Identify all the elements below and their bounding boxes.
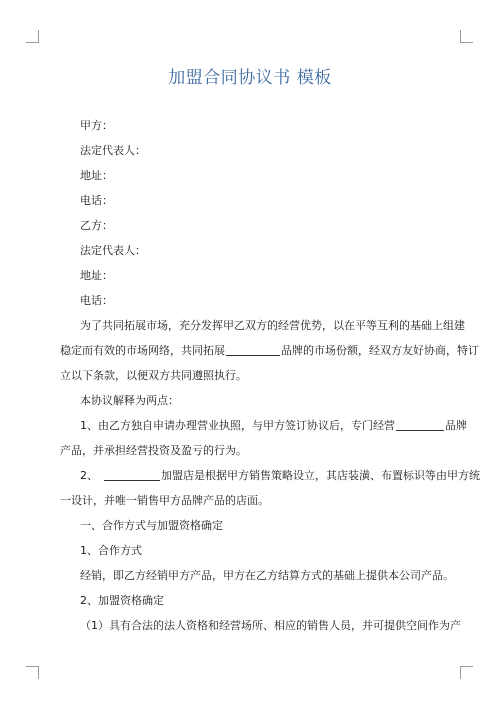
intro-text-1: 为了共同拓展市场，充分发挥甲乙双方的经营优势，以在平等互利的基础上组建 (80, 319, 465, 332)
point-1-line-2: 产品，并承担经营投资及盈亏的行为。 (60, 444, 247, 457)
subsection-1-text: 经销，即乙方经销甲方产品，甲方在乙方结算方式的基础上提供本公司产品。 (80, 569, 454, 582)
party-a-label: 甲方： (80, 119, 113, 132)
point-1-text-a: 1、由乙方独自申请办理营业执照，与甲方签订协议后，专门经营 (80, 419, 395, 432)
page-corner-mark-bottom-right (460, 666, 473, 679)
point-2-text-b: 加盟店是根据甲方销售策略设立，其店装潢、布置标识等由甲方统 (161, 469, 480, 482)
intro-paragraph-line-1 (80, 313, 465, 338)
party-b-label: 乙方： (80, 219, 113, 232)
intro-text-2a: 稳定而有效的市场网络，共同拓展 (60, 344, 225, 357)
page-corner-mark-top-right (460, 30, 473, 43)
point-1-text-b: 品牌 (445, 419, 467, 432)
party-b-phone-label: 电话： (80, 294, 113, 307)
party-a-representative-label: 法定代表人： (80, 144, 146, 157)
intro-text-2b: 品牌的市场份额，经双方友好协商，特订 (281, 344, 479, 357)
party-a-phone-label: 电话： (80, 194, 113, 207)
intro-paragraph-line-3 (60, 363, 440, 388)
party-a-address-label: 地址： (80, 169, 113, 182)
point-2-text-a: 2、 (80, 469, 98, 482)
party-b-address-label: 地址： (80, 269, 113, 282)
explain-heading: 本协议解释为两点： (80, 394, 179, 407)
subsection-2-item-1: （1）具有合法的法人资格和经营场所、相应的销售人员，并可提供空间作为产 (80, 619, 461, 632)
point-1-line-1 (80, 413, 467, 438)
document-title: 加盟合同协议书 模板 (168, 68, 332, 88)
subsection-1-heading: 1、合作方式 (80, 544, 142, 557)
subsection-2-heading: 2、加盟资格确定 (80, 594, 164, 607)
section-1-heading: 一、合作方式与加盟资格确定 (80, 519, 223, 532)
point-2-blank (104, 469, 160, 481)
point-1-brand-blank (396, 419, 444, 431)
party-b-representative-label: 法定代表人： (80, 244, 146, 257)
intro-text-3: 立以下条款，以便双方共同遵照执行。 (60, 369, 247, 382)
page-corner-mark-bottom-left (26, 666, 39, 679)
page-corner-mark-top-left (26, 30, 39, 43)
point-2-line-2: 一设计，并唯一销售甲方品牌产品的店面。 (60, 494, 269, 507)
document-body (60, 113, 480, 638)
brand-blank-line (226, 344, 280, 356)
intro-paragraph-line-2 (60, 338, 479, 363)
point-2-line-1 (80, 463, 480, 488)
